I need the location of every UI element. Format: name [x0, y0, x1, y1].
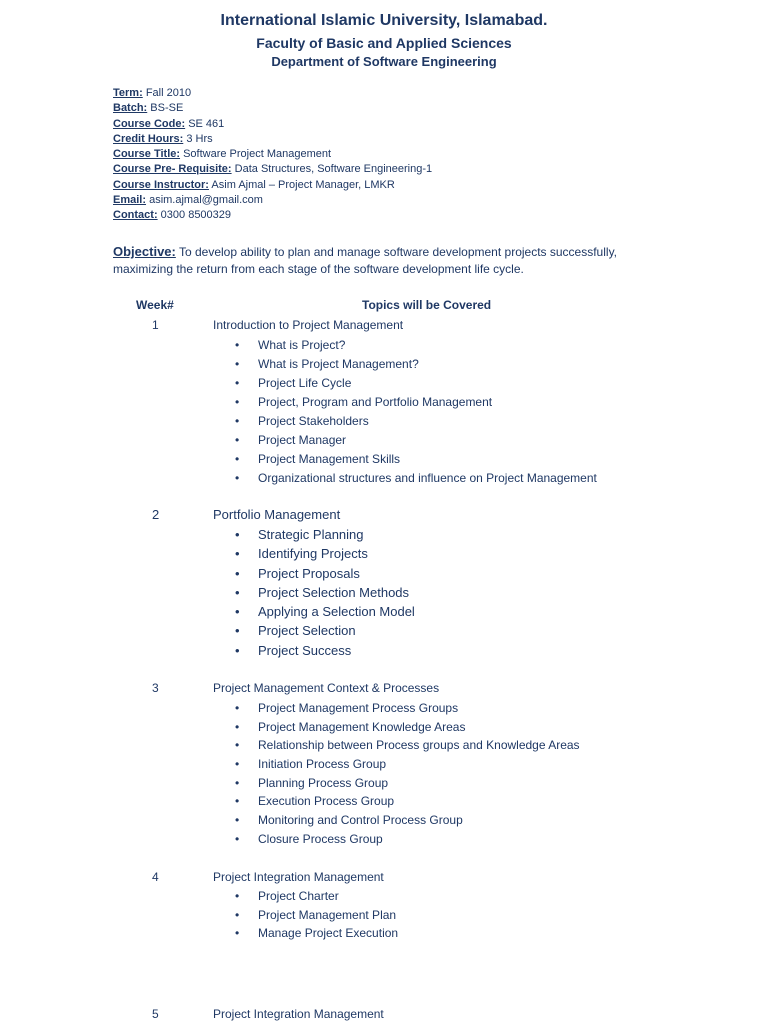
credit-hours-value: 3 Hrs: [186, 132, 213, 145]
week-number: 4: [152, 870, 159, 884]
topic-item: • Manage Project Execution: [213, 925, 398, 944]
email-row: [113, 193, 432, 208]
week-title: Project Integration Management: [213, 1007, 384, 1021]
batch-value: BS-SE: [150, 102, 184, 115]
term-value: Fall 2010: [145, 87, 192, 99]
email-label: Email:: [113, 194, 147, 207]
topic-item: • Organizational structures and influence on Project Management: [213, 470, 597, 489]
week-number: 1: [152, 318, 159, 332]
email-value[interactable]: asim.ajmal@gmail.com: [149, 194, 263, 207]
topic-item: • Project Life Cycle: [213, 375, 597, 394]
topic-item: • Monitoring and Control Process Group: [213, 812, 580, 831]
topic-item: • Closure Process Group: [213, 831, 580, 850]
week-title: Introduction to Project Management: [213, 318, 404, 332]
course-title-label: Course Title:: [113, 148, 181, 161]
credit-hours-row: [113, 132, 432, 147]
week-number: 5: [152, 1007, 159, 1021]
batch-label: Batch:: [113, 102, 148, 115]
week-number: 3: [152, 681, 159, 695]
course-title-value: Software Project Management: [183, 148, 332, 161]
topic-list: [213, 700, 580, 850]
topic-item: • What is Project?: [213, 337, 597, 356]
week-number: 2: [152, 507, 160, 522]
topic-item: • Relationship between Process groups and Knowledge Areas: [213, 737, 580, 756]
credit-hours-label: Credit Hours:: [113, 132, 184, 145]
topic-item: • Project Success: [213, 642, 415, 661]
topic-item: • Planning Process Group: [213, 775, 580, 794]
objective-text: To develop ability to plan and manage software development projects successfully, maximizing the return from each stage of the software development life cycle.: [113, 245, 618, 276]
batch-row: [113, 101, 432, 116]
week-title: Project Integration Management: [213, 870, 384, 884]
department-title: Department of Software Engineering: [271, 54, 497, 69]
course-code-value: SE 461: [188, 117, 225, 130]
course-title-row: [113, 147, 432, 162]
objective-label: Objective:: [113, 244, 176, 259]
course-details: [113, 86, 432, 224]
topic-item: • What is Project Management?: [213, 356, 597, 375]
topic-list: [213, 337, 597, 489]
topic-item: • Project Management Process Groups: [213, 700, 580, 719]
topic-item: • Project Stakeholders: [213, 413, 597, 432]
week-title: Project Management Context & Processes: [213, 681, 440, 695]
contact-label: Contact:: [113, 209, 158, 222]
topic-item: • Project Selection: [213, 622, 415, 641]
week-column-header: Week#: [136, 298, 174, 312]
prerequisite-value: Data Structures, Software Engineering-1: [234, 163, 433, 176]
topic-item: • Project, Program and Portfolio Management: [213, 394, 597, 413]
instructor-label: Course Instructor:: [113, 178, 209, 191]
topic-item: • Initiation Process Group: [213, 756, 580, 775]
instructor-value: Asim Ajmal – Project Manager, LMKR: [211, 178, 395, 191]
topic-item: • Project Manager: [213, 432, 597, 451]
instructor-row: [113, 178, 432, 193]
contact-row: [113, 208, 432, 223]
topic-item: • Project Management Knowledge Areas: [213, 719, 580, 738]
topic-item: • Project Selection Methods: [213, 584, 415, 603]
objective-paragraph: [113, 243, 673, 278]
prerequisite-row: [113, 162, 432, 177]
term-row: [113, 86, 432, 101]
topic-item: • Applying a Selection Model: [213, 603, 415, 622]
topic-item: • Identifying Projects: [213, 545, 415, 564]
topic-list: [213, 526, 415, 661]
prerequisite-label: Course Pre- Requisite:: [113, 163, 232, 176]
topic-item: • Project Management Plan: [213, 907, 398, 926]
university-title: International Islamic University, Islamabad.: [220, 12, 548, 29]
topic-list: [213, 888, 398, 944]
topic-item: • Project Management Skills: [213, 451, 597, 470]
course-code-row: [113, 117, 432, 132]
topic-item: • Execution Process Group: [213, 793, 580, 812]
course-code-label: Course Code:: [113, 117, 186, 130]
contact-value: 0300 8500329: [160, 209, 232, 222]
topic-item: • Project Charter: [213, 888, 398, 907]
topic-item: • Strategic Planning: [213, 526, 415, 545]
faculty-title: Faculty of Basic and Applied Sciences: [256, 35, 512, 51]
term-label: Term:: [113, 87, 143, 99]
topic-item: • Project Proposals: [213, 565, 415, 584]
week-title: Portfolio Management: [213, 507, 341, 522]
topics-column-header: Topics will be Covered: [362, 298, 492, 312]
